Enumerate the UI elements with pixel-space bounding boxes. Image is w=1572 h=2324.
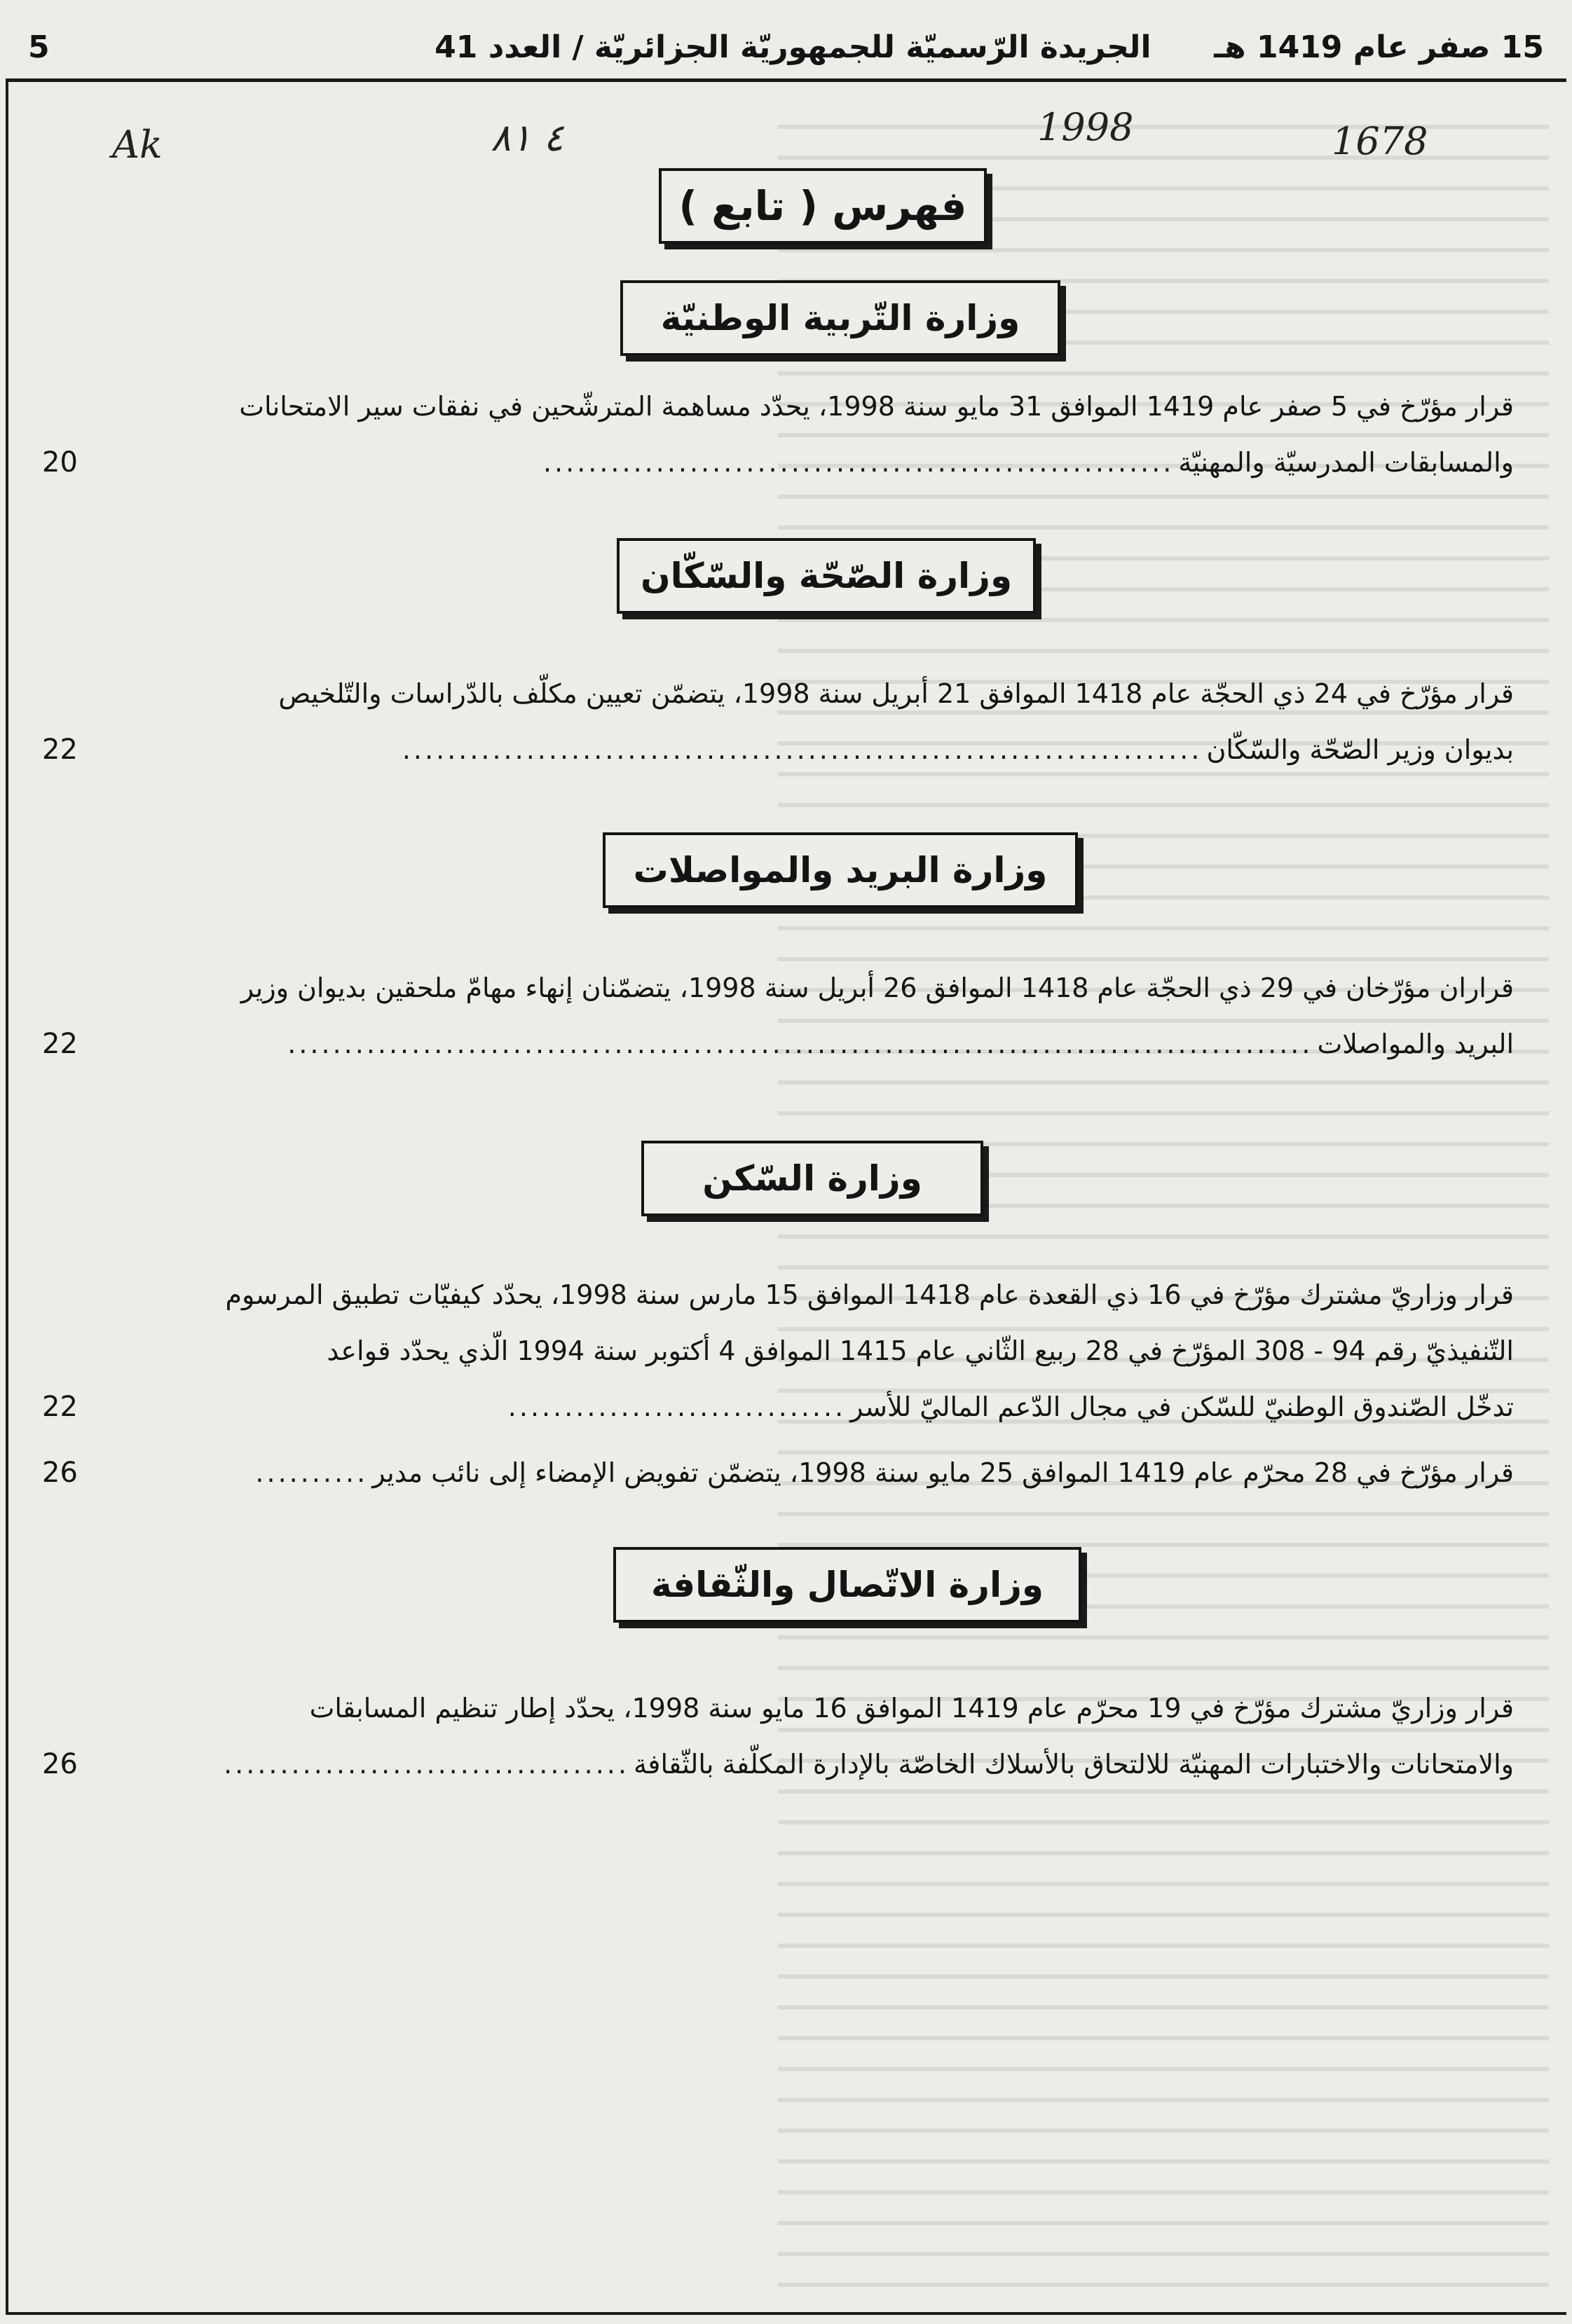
index-entry [42,378,1514,490]
section-heading-health: وزارة الصّحّة والسّكّان [640,556,1013,596]
section-heading-housing: وزارة السّكن [702,1158,922,1199]
entry-line: بديوان وزير الصّحّة والسّكّان [1206,734,1514,765]
page-number: 5 [28,29,50,65]
leader-dots: ....................................................................... [402,734,1203,765]
entry-line: قراران مؤرّخان في 29 ذي الحجّة عام 1418 الموافق 26 أبريل سنة 1998، يتضمّنان إنهاء مهامّ ملحقين بديوان وزير [240,972,1514,1003]
entry-page-number: 22 [42,734,78,766]
section-heading-box [613,1547,1081,1623]
entry-line: قرار وزاريّ مشترك مؤرّخ في 19 محرّم عام 1419 الموافق 16 مايو سنة 1998، يحدّد إطار تنظيم المسابقات [309,1693,1514,1724]
leader-dots: .......... [255,1457,369,1488]
index-title-box [659,168,987,244]
section-heading-post: وزارة البريد والمواصلات [633,850,1048,891]
entry-page-number: 20 [42,446,78,479]
leader-dots: ........................................................ [542,447,1175,478]
leader-dots: .............................. [507,1391,847,1422]
entry-line: التّنفيذيّ رقم 94 - 308 المؤرّخ في 28 ربيع الثّاني عام 1415 الموافق 4 أكتوبر سنة 1994 الّذي يحدّد قواعد [327,1335,1514,1366]
entry-line: قرار مؤرّخ في 5 صفر عام 1419 الموافق 31 مايو سنة 1998، يحدّد مساهمة المترشّحين في نفقات سير الامتحانات [239,391,1514,422]
entry-page-number: 26 [42,1748,78,1780]
journal-title: الجريدة الرّسميّة للجمهوريّة الجزائريّة / العدد 41 [435,29,1151,65]
index-title: فهرس ( تابع ) [678,182,967,230]
page-header [7,22,1565,71]
entry-line: والامتحانات والاختبارات المهنيّة للالتحاق بالأسلاك الخاصّة بالإدارة المكلّفة بالثّقافة [633,1749,1514,1780]
handwritten-note-2: ٤ ٨١ [491,116,564,160]
entry-line: تدخّل الصّندوق الوطنيّ للسّكن في مجال الدّعم الماليّ للأسر [850,1391,1514,1422]
leader-dots: .................................... [224,1749,629,1780]
entry-line: البريد والمواصلات [1317,1029,1514,1059]
index-entry [42,1445,1514,1501]
section-heading-box [617,538,1036,614]
handwritten-note-1: Ak [112,123,163,167]
entry-page-number: 26 [42,1457,78,1489]
leader-dots: ........................................................................................... [287,1029,1313,1059]
index-entry [42,960,1514,1072]
entry-page-number: 22 [42,1391,78,1423]
header-rule [6,78,1566,82]
index-entry [42,1267,1514,1435]
header-date: 15 صفر عام 1419 هـ [1214,29,1544,65]
entry-page-number: 22 [42,1028,78,1060]
index-entry [42,666,1514,778]
entry-line: والمسابقات المدرسيّة والمهنيّة [1178,447,1514,478]
entry-line: قرار وزاريّ مشترك مؤرّخ في 16 ذي القعدة عام 1418 الموافق 15 مارس سنة 1998، يحدّد كيفيّات تطبيق المرسوم [225,1279,1514,1310]
section-heading-box [641,1141,983,1216]
section-heading-box [603,832,1078,908]
section-heading-culture: وزارة الاتّصال والثّقافة [651,1565,1044,1605]
section-heading-box [620,280,1060,356]
section-heading-education: وزارة التّربية الوطنيّة [660,298,1020,338]
index-entry [42,1680,1514,1792]
footer-rule [6,2312,1566,2315]
handwritten-note-4: 1678 [1332,119,1428,163]
entry-line: قرار مؤرّخ في 24 ذي الحجّة عام 1418 الموافق 21 أبريل سنة 1998، يتضمّن تعيين مكلّف بالدّراسات والتّلخيص [278,678,1514,709]
left-margin-rule [6,78,8,2315]
handwritten-note-3: 1998 [1037,105,1134,149]
entry-line: قرار مؤرّخ في 28 محرّم عام 1419 الموافق 25 مايو سنة 1998، يتضمّن تفويض الإمضاء إلى نائب مدير [372,1457,1514,1488]
